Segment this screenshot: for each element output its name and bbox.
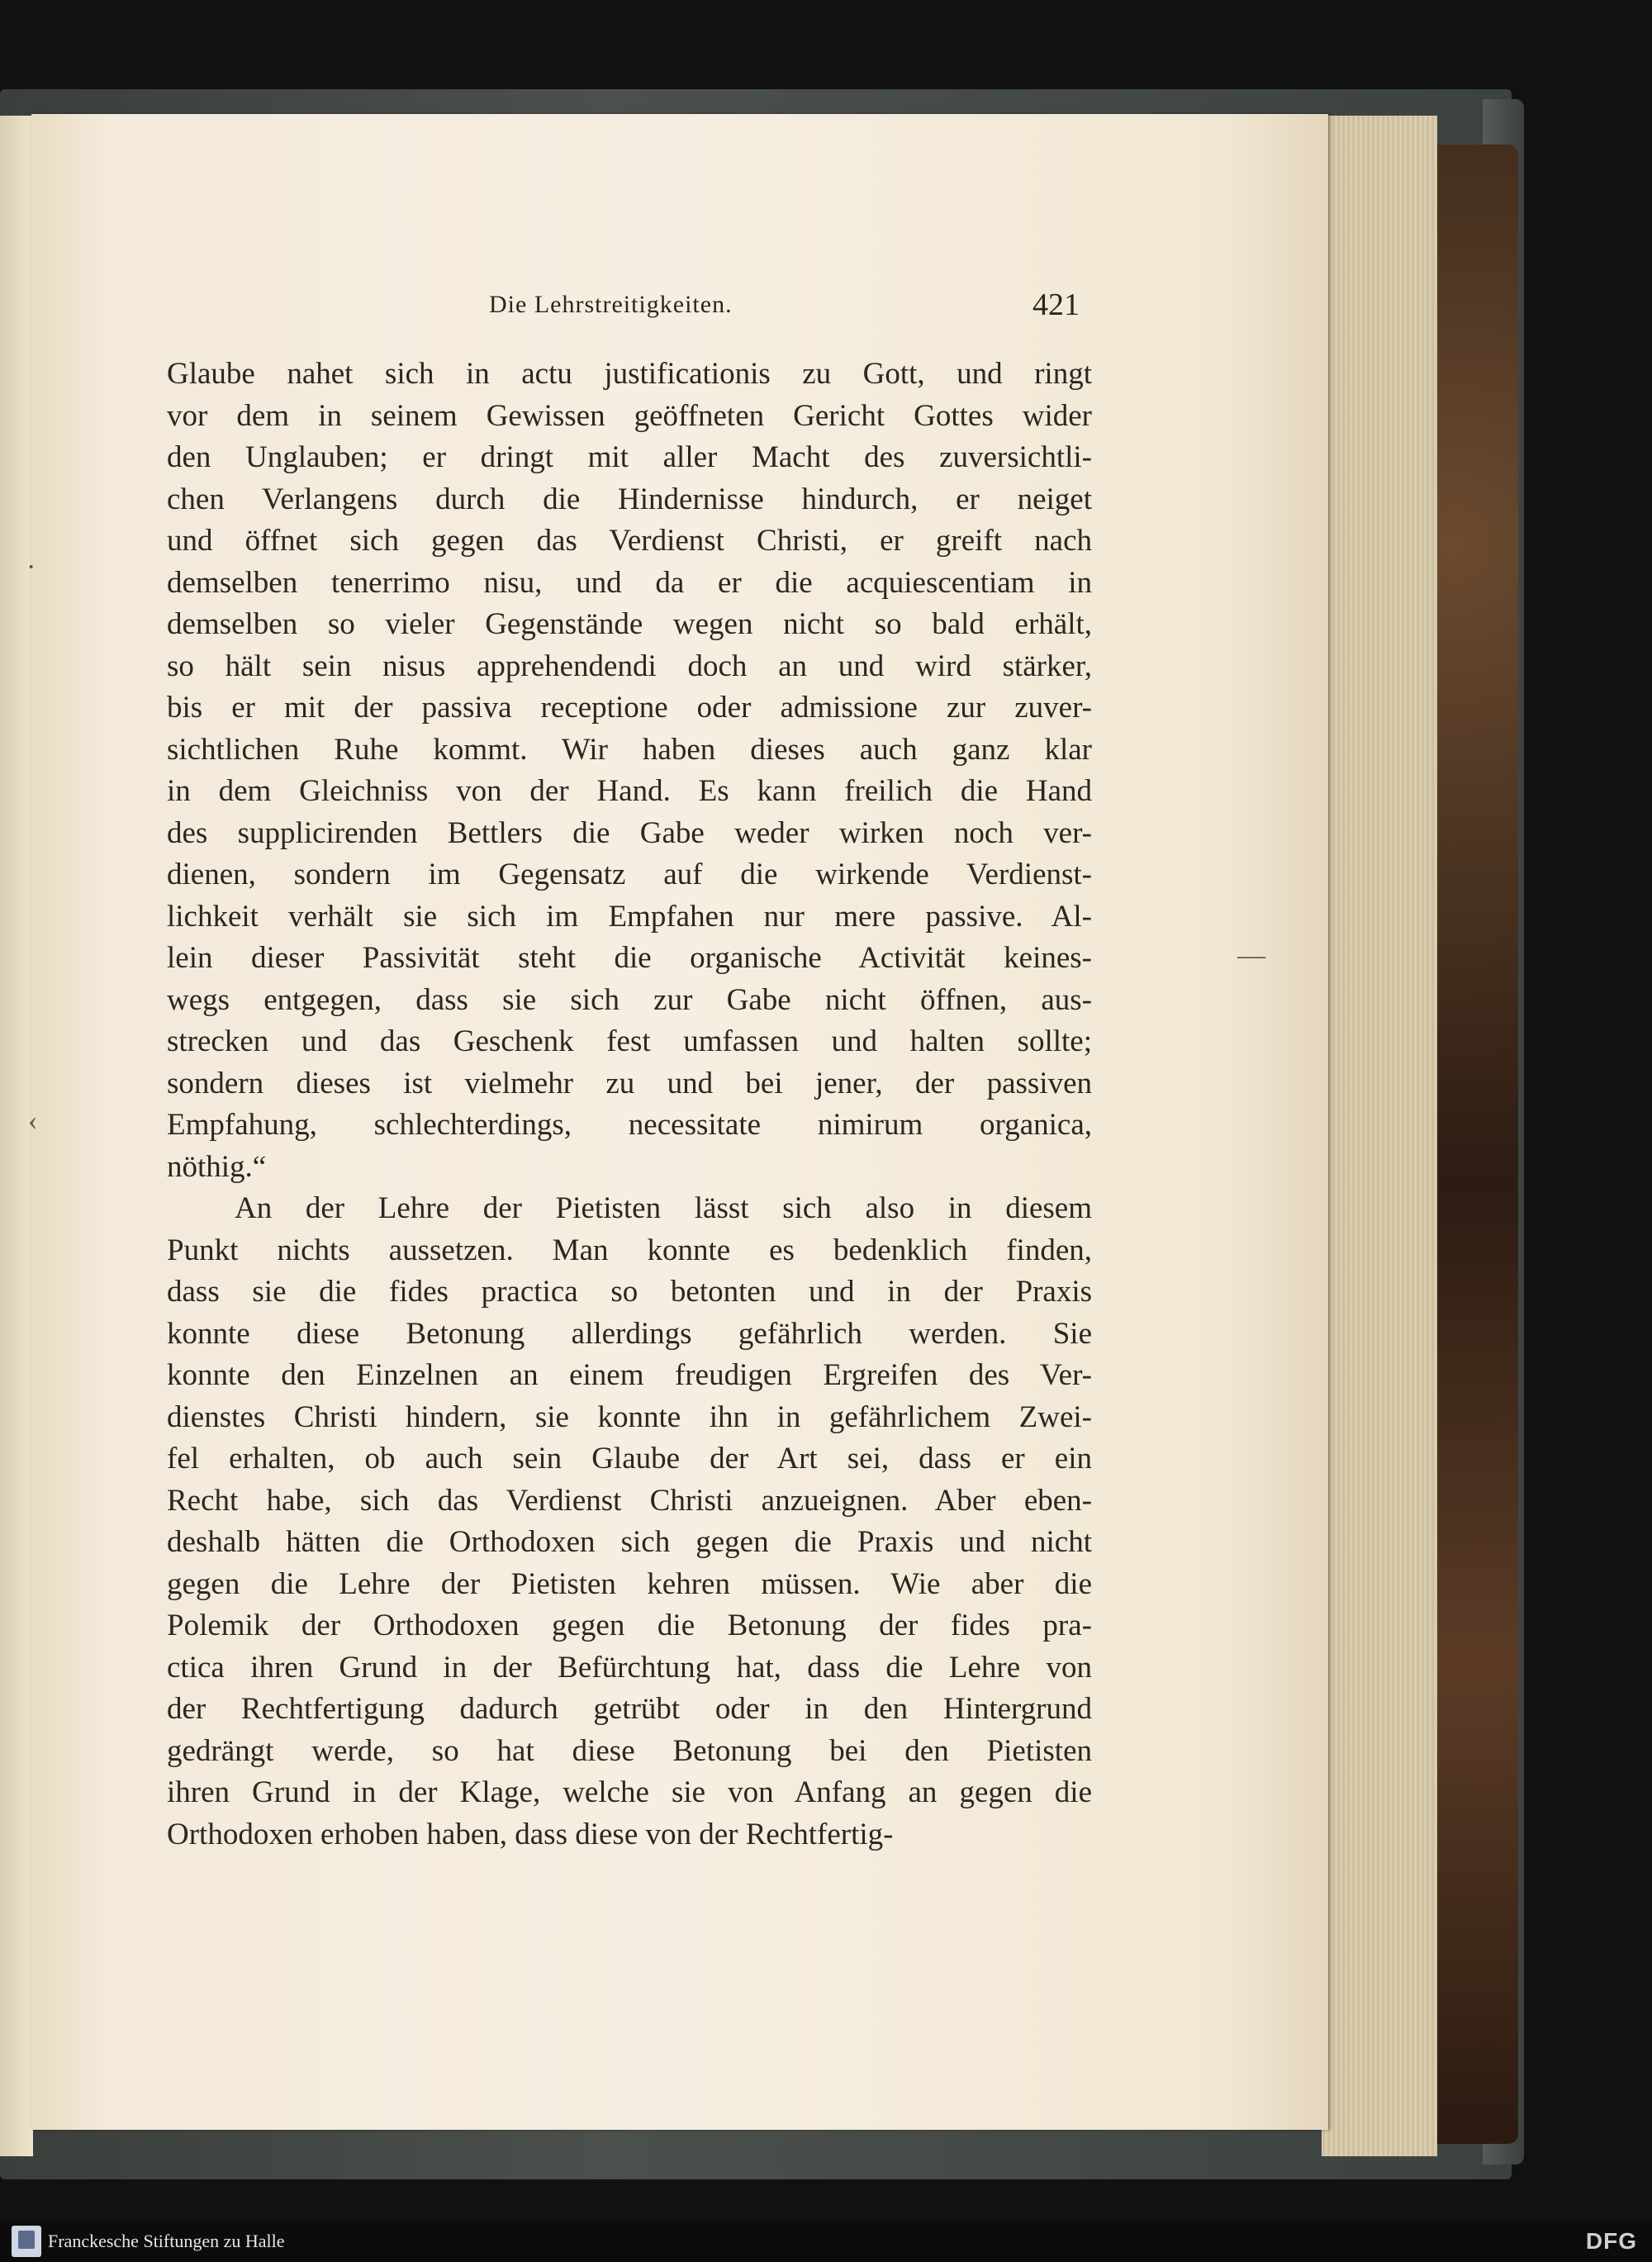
- text-line: ihren Grund in der Klage, welche sie von Anfang an gegen die: [167, 1775, 1092, 1809]
- text-line: dass sie die fides practica so betonten und in der Praxis: [167, 1275, 1092, 1309]
- text-line: Punkt nichts aussetzen. Man konnte es bedenklich finden,: [167, 1233, 1092, 1267]
- text-line: lein dieser Passivität steht die organische Activität keines-: [167, 941, 1092, 975]
- text-line: demselben tenerrimo nisu, und da er die acquiescentiam in: [167, 565, 1092, 600]
- running-head: Die Lehrstreitigkeiten.: [489, 291, 733, 318]
- text-line: An der Lehre der Pietisten lässt sich also in diesem: [235, 1191, 1092, 1225]
- text-line: Empfahung, schlechterdings, necessitate nimirum organica,: [167, 1108, 1092, 1142]
- text-line: Glaube nahet sich in actu justificationis zu Gott, und ringt: [167, 357, 1092, 391]
- text-line: gedrängt werde, so hat diese Betonung bei den Pietisten: [167, 1733, 1092, 1768]
- text-line: dienen, sondern im Gegensatz auf die wirkende Verdienst-: [167, 858, 1092, 891]
- text-line: demselben so vieler Gegenstände wegen nicht so bald erhält,: [167, 607, 1092, 641]
- text-line: nöthig.“: [167, 1149, 267, 1184]
- text-line: den Unglauben; er dringt mit aller Macht des zuversichtli-: [167, 440, 1092, 474]
- text-line: sichtlichen Ruhe kommt. Wir haben dieses auch ganz klar: [167, 732, 1092, 767]
- text-line: so hält sein nisus apprehendendi doch an und wird stärker,: [167, 649, 1092, 683]
- dfg-logo: DFG: [1585, 2228, 1637, 2254]
- text-line: der Rechtfertigung dadurch getrübt oder in den Hintergrund: [167, 1692, 1092, 1726]
- text-line: ctica ihren Grund in der Befürchtung hat, dass die Lehre von: [167, 1650, 1092, 1685]
- text-line: fel erhalten, ob auch sein Glaube der Art sei, dass er ein: [167, 1442, 1092, 1476]
- margin-mark: ·: [26, 552, 36, 582]
- text-line: Orthodoxen erhoben haben, dass diese von der Rechtfertig-: [167, 1817, 894, 1851]
- margin-mark: ‹: [28, 1105, 38, 1136]
- text-line: in dem Gleichniss von der Hand. Es kann freilich die Hand: [167, 774, 1092, 808]
- text-line: bis er mit der passiva receptione oder admissione zur zuver-: [167, 691, 1092, 725]
- body-text: [167, 354, 1092, 1856]
- page-number: 421: [1032, 288, 1080, 322]
- text-line: wegs entgegen, dass sie sich zur Gabe nicht öffnen, aus-: [167, 982, 1092, 1017]
- text-line: Recht habe, sich das Verdienst Christi anzueignen. Aber eben-: [167, 1483, 1092, 1518]
- footer-bar: [0, 2221, 1652, 2262]
- text-line: lichkeit verhält sie sich im Empfahen nur mere passive. Al-: [167, 899, 1092, 934]
- page-fore-edge: [1322, 116, 1437, 2156]
- text-line: Polemik der Orthodoxen gegen die Betonung der fides pra-: [167, 1609, 1092, 1642]
- text-line: des supplicirenden Bettlers die Gabe weder wirken noch ver-: [167, 815, 1092, 850]
- text-line: konnte den Einzelnen an einem freudigen Ergreifen des Ver-: [167, 1358, 1092, 1392]
- text-line: vor dem in seinem Gewissen geöffneten Gericht Gottes wider: [167, 398, 1092, 433]
- institution-logo-icon: [12, 2226, 41, 2257]
- text-line: gegen die Lehre der Pietisten kehren müssen. Wie aber die: [167, 1566, 1092, 1601]
- marbled-edge: [1427, 145, 1518, 2144]
- text-line: strecken und das Geschenk fest umfassen und halten sollte;: [167, 1024, 1092, 1058]
- margin-mark: —: [1237, 940, 1265, 971]
- text-line: chen Verlangens durch die Hindernisse hindurch, er neiget: [167, 482, 1092, 516]
- institution-label: Franckesche Stiftungen zu Halle: [48, 2231, 285, 2251]
- text-line: sondern dieses ist vielmehr zu und bei jener, der passiven: [167, 1066, 1092, 1100]
- text-line: deshalb hätten die Orthodoxen sich gegen die Praxis und nicht: [167, 1525, 1092, 1559]
- text-line: konnte diese Betonung allerdings gefährlich werden. Sie: [167, 1316, 1092, 1351]
- text-line: und öffnet sich gegen das Verdienst Christi, er greift nach: [167, 524, 1092, 558]
- text-line: dienstes Christi hindern, sie konnte ihn in gefährlichem Zwei-: [167, 1399, 1092, 1434]
